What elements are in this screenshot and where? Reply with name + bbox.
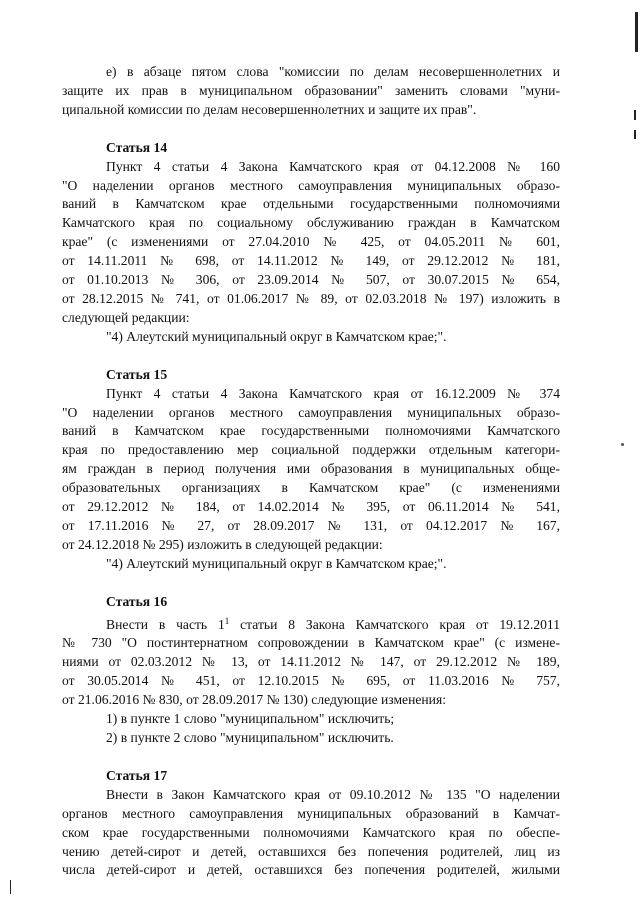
text-line: ям граждан в период получения ими образования в муниципальных обще- (62, 461, 560, 477)
list-item: 1) в пункте 1 слово "муниципальном" исключить; (106, 711, 395, 727)
quote-line: "4) Алеутский муниципальный округ в Камчатском крае;". (106, 328, 447, 344)
text-line: ваний в Камчатском крае государственными полномочиями Камчатского (62, 423, 560, 439)
article-body (62, 786, 560, 881)
text-line: от 17.11.2016 № 27, от 28.09.2017 № 131, от 04.12.2017 № 167, (62, 517, 560, 533)
article-heading: Статья 14 (106, 139, 168, 155)
text-line: чению детей-сирот и детей, оставшихся без попечения родителей, лиц из (62, 843, 560, 859)
text-line: ниями от 02.03.2012 № 13, от 14.11.2012 № 147, от 29.12.2012 № 189, (62, 654, 560, 670)
text-fragment: статьи 8 Закона Камчатского края от 19.12.2011 (229, 616, 561, 632)
scan-edge-mark (634, 130, 636, 139)
text-line (62, 612, 560, 635)
text-line: ском крае государственными полномочиями Камчатского края по обеспе- (62, 824, 560, 840)
scan-speck (621, 443, 624, 446)
list-item: 2) в пункте 2 слово "муниципальном" исключить. (106, 730, 394, 745)
text-line: "О наделении органов местного самоуправления муниципальных образо- (62, 404, 560, 420)
text-line: органов местного самоуправления муниципальных образований в Камчат- (62, 805, 560, 821)
article-heading: Статья 16 (106, 593, 168, 609)
scan-edge-mark (635, 12, 638, 52)
intro-paragraph (62, 63, 560, 120)
text-line: от 21.06.2016 № 830, от 28.09.2017 № 130) следующие изменения: (62, 692, 446, 708)
text-line: № 730 "О постинтернатном сопровождении в Камчатском крае" (с измене- (62, 635, 560, 651)
text-line: крае" (с изменениями от 27.04.2010 № 425, от 04.05.2011 № 601, (62, 234, 560, 250)
text-line: е) в абзаце пятом слова "комиссии по делам несовершеннолетних и (106, 64, 560, 79)
text-line: от 29.12.2012 № 184, от 14.02.2014 № 395, от 06.11.2014 № 541, (62, 499, 560, 515)
superscript: 1 (224, 615, 230, 626)
text-line: от 28.12.2015 № 741, от 01.06.2017 № 89, от 02.03.2018 № 197) изложить в (62, 290, 560, 306)
article-heading: Статья 15 (106, 366, 168, 382)
text-fragment: Внести в часть 1 (106, 616, 225, 632)
quote-line: "4) Алеутский муниципальный округ в Камчатском крае;". (106, 555, 447, 571)
document-text (62, 63, 560, 880)
text-line: "О наделении органов местного самоуправления муниципальных образо- (62, 177, 560, 193)
text-line: от 24.12.2018 № 295) изложить в следующей редакции: (62, 536, 383, 552)
text-line: числа детей-сирот и детей, оставшихся без попечения родителей, жилыми (62, 862, 560, 878)
article-body (62, 612, 560, 748)
text-line: Пункт 4 статьи 4 Закона Камчатского края от 16.12.2009 № 374 (106, 385, 560, 401)
text-line: края по предоставлению мер социальной поддержки отдельным категори- (62, 442, 560, 458)
text-line: ципальной комиссии по делам несовершеннолетних и защите их прав". (62, 101, 477, 117)
text-line: защите их прав в муниципальном образовании" заменить словами "муни- (62, 82, 560, 98)
text-line: образовательных организациях в Камчатском крае" (с изменениями (62, 480, 560, 496)
text-line: следующей редакции: (62, 309, 190, 325)
scan-edge-mark (10, 880, 11, 894)
text-line: от 14.11.2011 № 698, от 14.11.2012 № 149, от 29.12.2012 № 181, (62, 253, 560, 269)
text-line: Камчатского края по социальному обслуживанию граждан в Камчатском (62, 215, 560, 231)
article-body (62, 385, 560, 574)
scan-edge-mark (634, 110, 636, 120)
article-body (62, 158, 560, 347)
text-line: от 30.05.2014 № 451, от 12.10.2015 № 695, от 11.03.2016 № 757, (62, 673, 560, 689)
text-line: Внести в Закон Камчатского края от 09.10.2012 № 135 "О наделении (106, 786, 560, 802)
article-heading: Статья 17 (106, 767, 168, 783)
text-line: Пункт 4 статьи 4 Закона Камчатского края от 04.12.2008 № 160 (106, 158, 560, 174)
text-line: ваний в Камчатском крае отдельными государственными полномочиями (62, 196, 560, 212)
text-line: от 01.10.2013 № 306, от 23.09.2014 № 507, от 30.07.2015 № 654, (62, 272, 560, 288)
